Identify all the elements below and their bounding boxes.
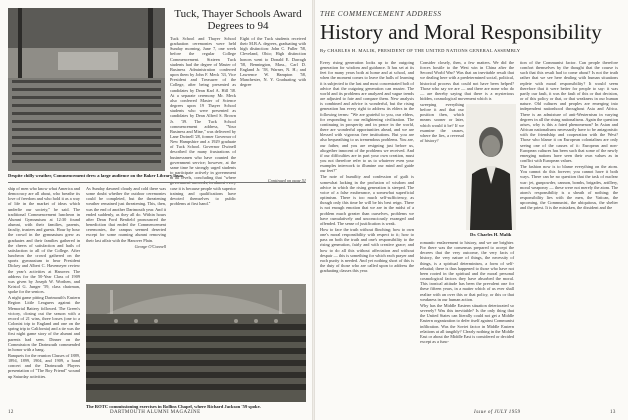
address-para: tion of the Communist factor. Can people therefore comfort themselves by the thought that the course is such that this result had to come about? Is not the truth rather that we see here dealing with human situations replete with moral responsibility? It would seem therefore that it were better for people to say: it was partly our fault, it was the fault of this or that decision, or of this policy or that, or that weakness in our human nature. Old cultures and peoples are emerging into independent nationhood throughout Asia and Africa. There is an admixture of anti-Westernism in varying degrees in all the rising nationalisms. Again the question arises, why is this a fated phenomenon? In Asian and African nationalisms necessarily have to be antagonistic with the friendship and cooperation with the West? Those who blame it on European colonialism are only seeing one of the causes of it: European and non-European cultures has been such that some of the newly emerging nations have seen their own values as in conflict with European values.	[520, 60, 618, 163]
divider	[8, 182, 306, 183]
tuck-article-col1	[170, 36, 236, 206]
issue-date: Issue of JULY 1959	[474, 410, 521, 415]
photo1-caption-text: Despite chilly weather, Commencement drew a large audience on the Baker Library lawn.	[8, 173, 184, 178]
address-para: How to face the truth without flinching; how to own one's moral responsibility with respect to it; how to pass on both the truth and one's responsibility to the rising generation, fairly and with creative grace; and how to do all this without affectation and without despair — this is something for which each prayer and each purity is needed. And yet nothing short of this is the duty of those who are called upon to address the graduating classes this year.	[320, 227, 414, 274]
page-number: 12	[8, 410, 14, 415]
photo2-caption-text: The ROTC commissioning exercises in Rollins Chapel, where Richard Jackson '59 spoke.	[86, 404, 261, 409]
tuck-article-col2	[240, 36, 306, 176]
address-para: Consider closely, then, a few matters. We did the forces hostile to the West win in China after the Second World War? Was that an inevitable result that we dealing here with a predetermined social, political, historical process that could not have been helped? Those who say we are — and there are none who do — are thereby saying that there is a mysterious hidden, cosmological movement which is	[420, 60, 514, 102]
body-col2	[86, 186, 166, 278]
magazine-name: DARTMOUTH ALUMNI MAGAZINE	[110, 410, 201, 415]
page-number: 13	[610, 410, 616, 415]
address-para: The note of humility and confession of guilt is somewhat lacking in the profusion of wisdom and advice in which the rising generation is steeped. The voice of a false exuberance, a somewhat superficial optimism. There is too much self-sufficiency, as though only this time he will be his best reign. There is not enough emotion that we are in the midst of a problem much greater than ourselves, problems we have cumulatively and unconsciously exranged and offended. The sense of justification is weak.	[320, 174, 414, 226]
address-col2-wrap	[420, 102, 464, 232]
address-para: sweeping everything before it and that our position then, which means sooner or later, which would it be? If we examine the causes, where the lies, a reversal of history?	[420, 102, 464, 144]
address-col3	[520, 60, 618, 406]
address-col2-bottom	[420, 240, 514, 406]
body-para: ship of men who know what America and democracy are all about, who breathe its love of freedom and who hold it as a way of life in the market of ideas which underlie our society," he said. The traditional Commencement luncheon in Alumni Gymnasium at 12:30 found alumni, with their families, parents, faculty, trustees and guests. Hour by hour the crowd in the gymnasium grew as graduates and their families gathered in the cheers of satisfaction and hails of satisfaction to all of the College. After luncheon the crowd gathered on the sports gymnasium to hear President Dickey and Albert C. Havemeyer review the year's activities at Hanover. The address for the 50-Year Class of 1909 was given by Joseph W. Worthen, and Kristol G. Junger '59, class chairman, spoke for the seniors.	[8, 186, 80, 295]
tuck-article-text-2: Eight of the Tuck students received their M.B.A. degrees, graduating with high distinction: John C. Fuller '58, Cleveland, Ohio; High distinction honors went to Donald E. Darragh '58, Bennington, Mass., Carl D. England Jr. '58, Warner, N. H.; and Lawrence W. Hampton '58, Manchester, N. Y. Graduating with degree	[240, 36, 306, 88]
photo1-caption	[8, 173, 308, 178]
address-col2-top	[420, 60, 514, 100]
body-para: Banquets for the reunion Classes of 1889, 1894, 1899, 1904, and 1909, a band concert and the Dartmouth Players presentation of "The Boy Friend" wound up Saturday activities.	[8, 353, 80, 379]
body-col1	[8, 186, 80, 404]
address-col1	[320, 60, 414, 406]
article-main-title: History and Moral Responsibility	[320, 20, 602, 44]
portrait-caption: Dr. Charles H. Malik	[470, 232, 512, 237]
photo2-caption	[86, 404, 308, 409]
address-para: romantic enslavement to history, and we are brighter. For there was the consensus prepared to accept the decrees that the very outcome, the very facts of history, the very nature of things, the necessity of things, is a spiritual determinism, a form of self-rebuttal; there is thus happened to those who have not been rooted in the spiritual and the moral personal cosmological factors they have absorbed the moral. This ironical attitude has been the prevalent one for these fifteen years, in a matter which of us ever shall realize with an over this or that policy, or this or that weakness in our human action.	[420, 240, 514, 302]
byline: By CHARLES H. MALIK, PRESIDENT OF THE UNITED NATIONS GENERAL ASSEMBLY	[320, 48, 521, 53]
right-page	[314, 0, 628, 420]
address-para: The fashion now is to blame everything on the atom. You cannot do this forever; you cannot have it both ways. There can be no question that the task of nuclear war: jet, gunpowder, cannon, bombs, brigades, artillery, moral weaponry — these were not merely the atom. The atom's responsibility is a sheath of nothing; the responsibility lies with the men, the Vatican, the upcoming, the Communist, the ubiquitous, the shelter and the priest. It is the mistaken, the dissident and the	[520, 164, 618, 211]
address-para: Every rising generation looks up to the outgoing generation for wisdom and guidance. It has set at its feet for many years both at home and at school, and when the moment comes to leave the halls of learning it is subjected to the last and most concentrated bolt of advice that the outgoing generation can muster. The world and its problems are analyzed and vague trends are adjusted to fate and compare them. New analysis is combined and advice is wonderful, but the rising generation has every right to address its elders in the following terms: "We are grateful to you, our elders, for responding to our enlightening civilization. The continuing in prosperity and in peace in the world, there are wonderful opportunities ahead, and we are blessed with vigorous free institutions. But you are also bequeathing to us tremendous problems. You are, our father, and you are resigning just before us, altogether innocent of the problems we received. And if our difficulties are in part your own creation, must you not therefore refer to us to whatever even your examples interwork to illumine our mind and guide our feet?"	[320, 60, 414, 174]
section-kicker: THE COMMENCEMENT ADDRESS	[320, 10, 442, 18]
author-signature: George O'Connell	[134, 243, 166, 249]
commencement-crowd-photo	[8, 8, 165, 171]
malik-portrait	[466, 104, 516, 230]
rotc-chapel-photo	[86, 284, 306, 402]
article-title: Tuck, Thayer Schools Award Degrees to 94	[174, 8, 302, 32]
body-para: As Sunday dawned cloudy and cold there was some doubt whether the outdoor ceremonies could be completed, but the threatening weather remained just threatening. This, then, was the end of another Dartmouth year. And it ended suddenly, as they all do. Within hours after Dean Ford Benfield pronounced the benediction that ended the Commencement ceremonies, the campus seemed deserted except for some roaming alumni removing their last affair with the Hanover Plain.	[86, 186, 166, 243]
address-para: Why has the Middle Eastern situation deteriorated so severely? Was this inevitable? Is the only thing that the United States can literally could not get a Middle Eastern organization to defer itself against Communist infiltration. Was the Soviet factor in Middle Eastern relations at all tangibly? Clearly nothing in the Middle East or about the Middle East is considered or decided except as a func-	[420, 302, 514, 344]
continued-note: Continued on page 51	[267, 178, 306, 183]
body-para: A night game pitting Dartmouth's Eastern Region Little Leaguers against the Memorial Battery followed. The Green's victory, closing out the season with a record of 21 wins, three losses (one to a Colonist trip to England and one on the spring trip to California) and a tie was the first night game story of the alumni and parents had seen. Dinner on the Commission the Dartmouth commended in honor with a bang.	[8, 295, 80, 352]
tuck-article-text: Tuck School and Thayer School graduation ceremonies were held Sunday morning, June 7, one week before the regular College Commencement. Sixteen Tuck students had the degree of Master of Business Administration conferred upon them by John F. Meck '33, Vice President and Treasurer of the College, after being presented as candidates by Dean Karl A. Hill '38. At a separate ceremony Mr. Meck also conferred Master of Science degrees upon 19 Thayer School students who were presented as candidates by Dean Alfred S. Brown Jr. '39. The Tuck School commencement address, "Your Business and Mine," was delivered by Lane Dwinell '28, former Governor of New Hampshire and a 1929 graduate of Tuck School. Governor Dwinell described the many frustrations of businessmen who have counted the government service; however, at the same time he strongly urged students to participate actively in government at all levels, concluding that "where government succeeds, in almost every case it is because people with superior training and qualifications have devoted themselves to public problems at first hand."	[170, 36, 236, 206]
